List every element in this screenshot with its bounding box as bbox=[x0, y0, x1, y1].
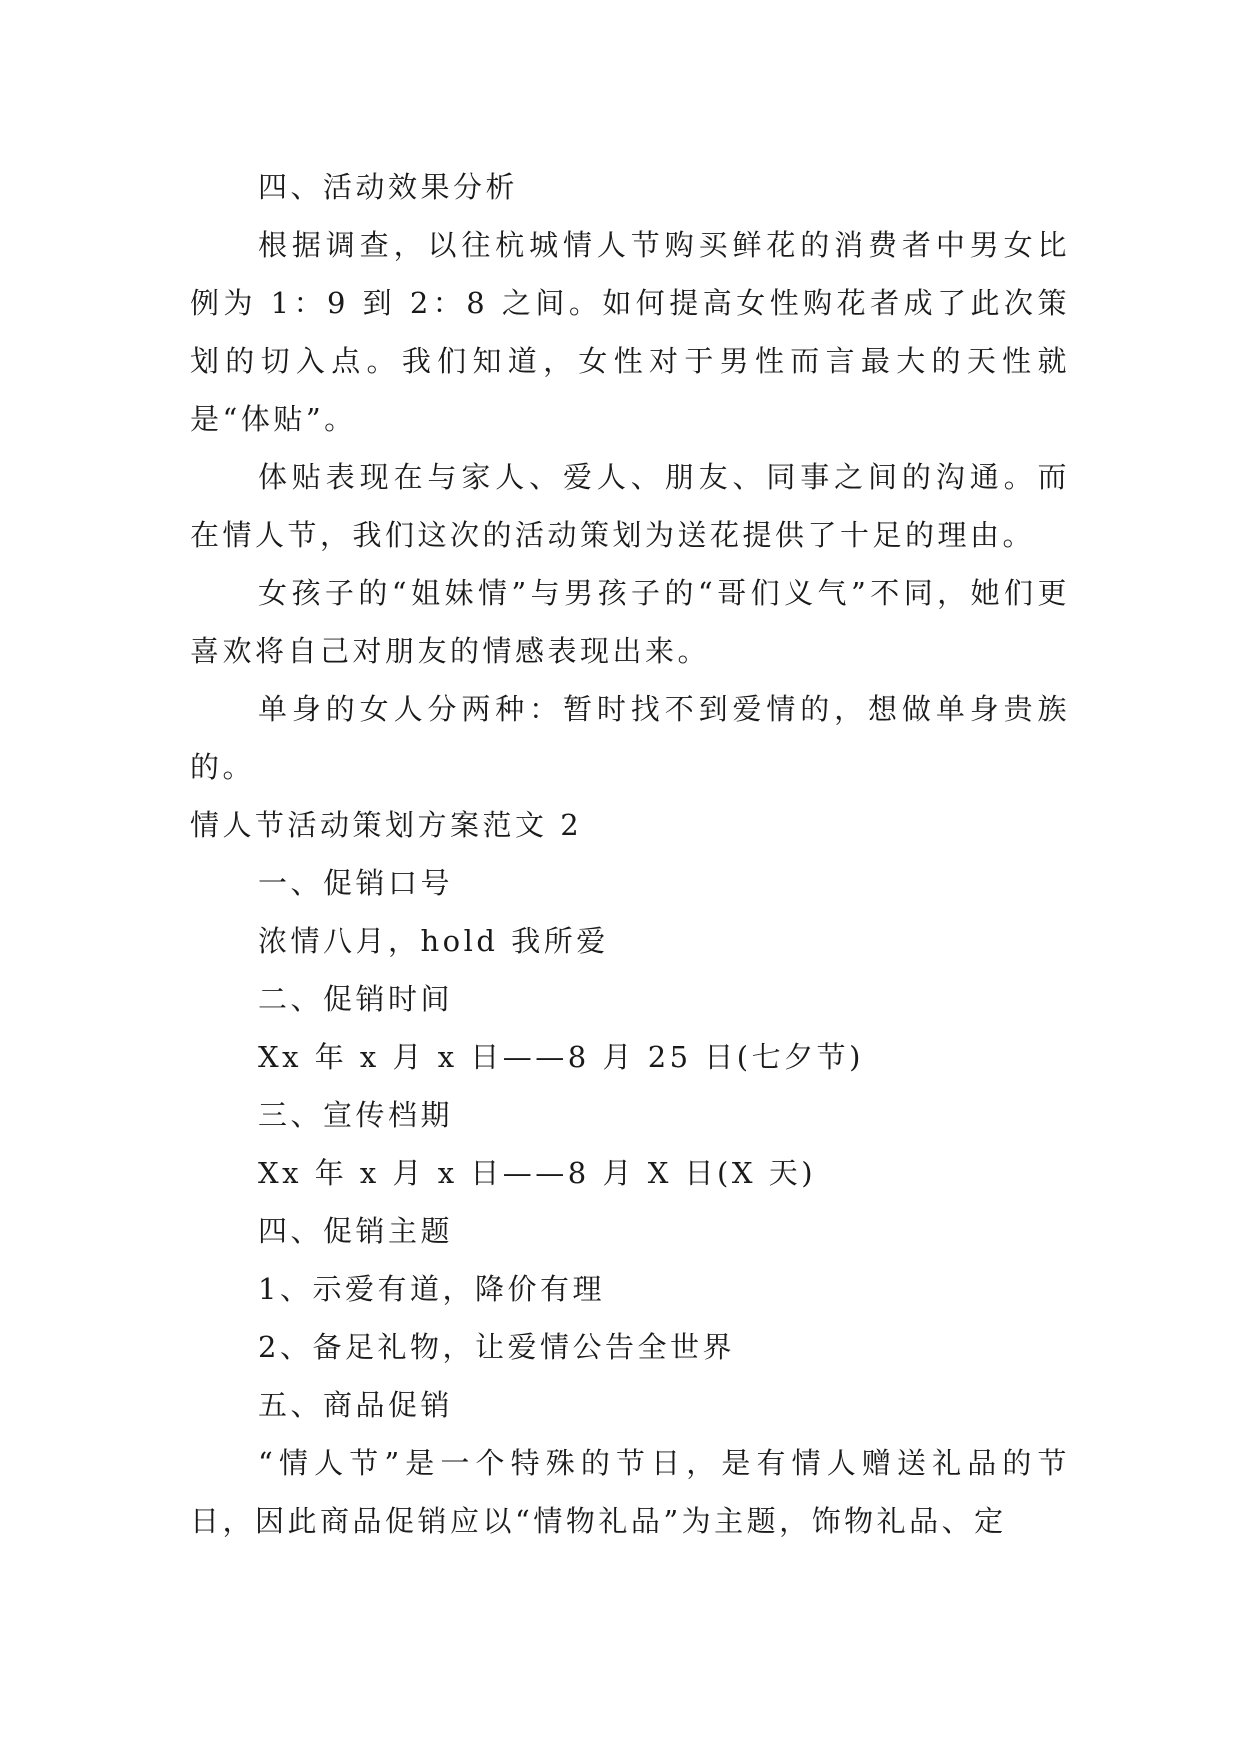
document-body bbox=[190, 158, 1070, 1550]
promo-theme-1: 1、示爱有道，降价有理 bbox=[258, 1272, 605, 1306]
heading-promo-time: 二、促销时间 bbox=[258, 982, 454, 1016]
heading-promo-slogan: 一、促销口号 bbox=[258, 866, 454, 900]
paragraph-single-women: 单身的女人分两种：暂时找不到爱情的，想做单身贵族的。 bbox=[190, 692, 1070, 784]
document-title-2: 情人节活动策划方案范文 2 bbox=[190, 808, 583, 842]
heading-promo-theme: 四、促销主题 bbox=[258, 1214, 454, 1248]
promo-theme-2: 2、备足礼物，让爱情公告全世界 bbox=[258, 1330, 735, 1364]
paragraph-sisterhood: 女孩子的“姐妹情”与男孩子的“哥们义气”不同，她们更喜欢将自己对朋友的情感表现出来。 bbox=[190, 576, 1070, 668]
promo-time-text: Xx 年 x 月 x 日——8 月 25 日(七夕节) bbox=[258, 1040, 864, 1074]
section-heading-activity-analysis: 四、活动效果分析 bbox=[258, 170, 519, 204]
promo-slogan-text: 浓情八月，hold 我所爱 bbox=[258, 924, 609, 958]
ad-period-text: Xx 年 x 月 x 日——8 月 X 日(X 天) bbox=[258, 1156, 817, 1190]
paragraph-care: 体贴表现在与家人、爱人、朋友、同事之间的沟通。而在情人节，我们这次的活动策划为送花提供了十足的理由。 bbox=[190, 460, 1070, 552]
heading-product-promo: 五、商品促销 bbox=[258, 1388, 454, 1422]
heading-ad-period: 三、宣传档期 bbox=[258, 1098, 454, 1132]
paragraph-survey: 根据调查，以往杭城情人节购买鲜花的消费者中男女比例为 1：9 到 2：8 之间。如何提高女性购花者成了此次策划的切入点。我们知道，女性对于男性而言最大的天性就是“体贴”。 bbox=[190, 228, 1070, 436]
paragraph-product-promo: “情人节”是一个特殊的节日，是有情人赠送礼品的节日，因此商品促销应以“情物礼品”为主题，饰物礼品、定 bbox=[190, 1446, 1070, 1538]
